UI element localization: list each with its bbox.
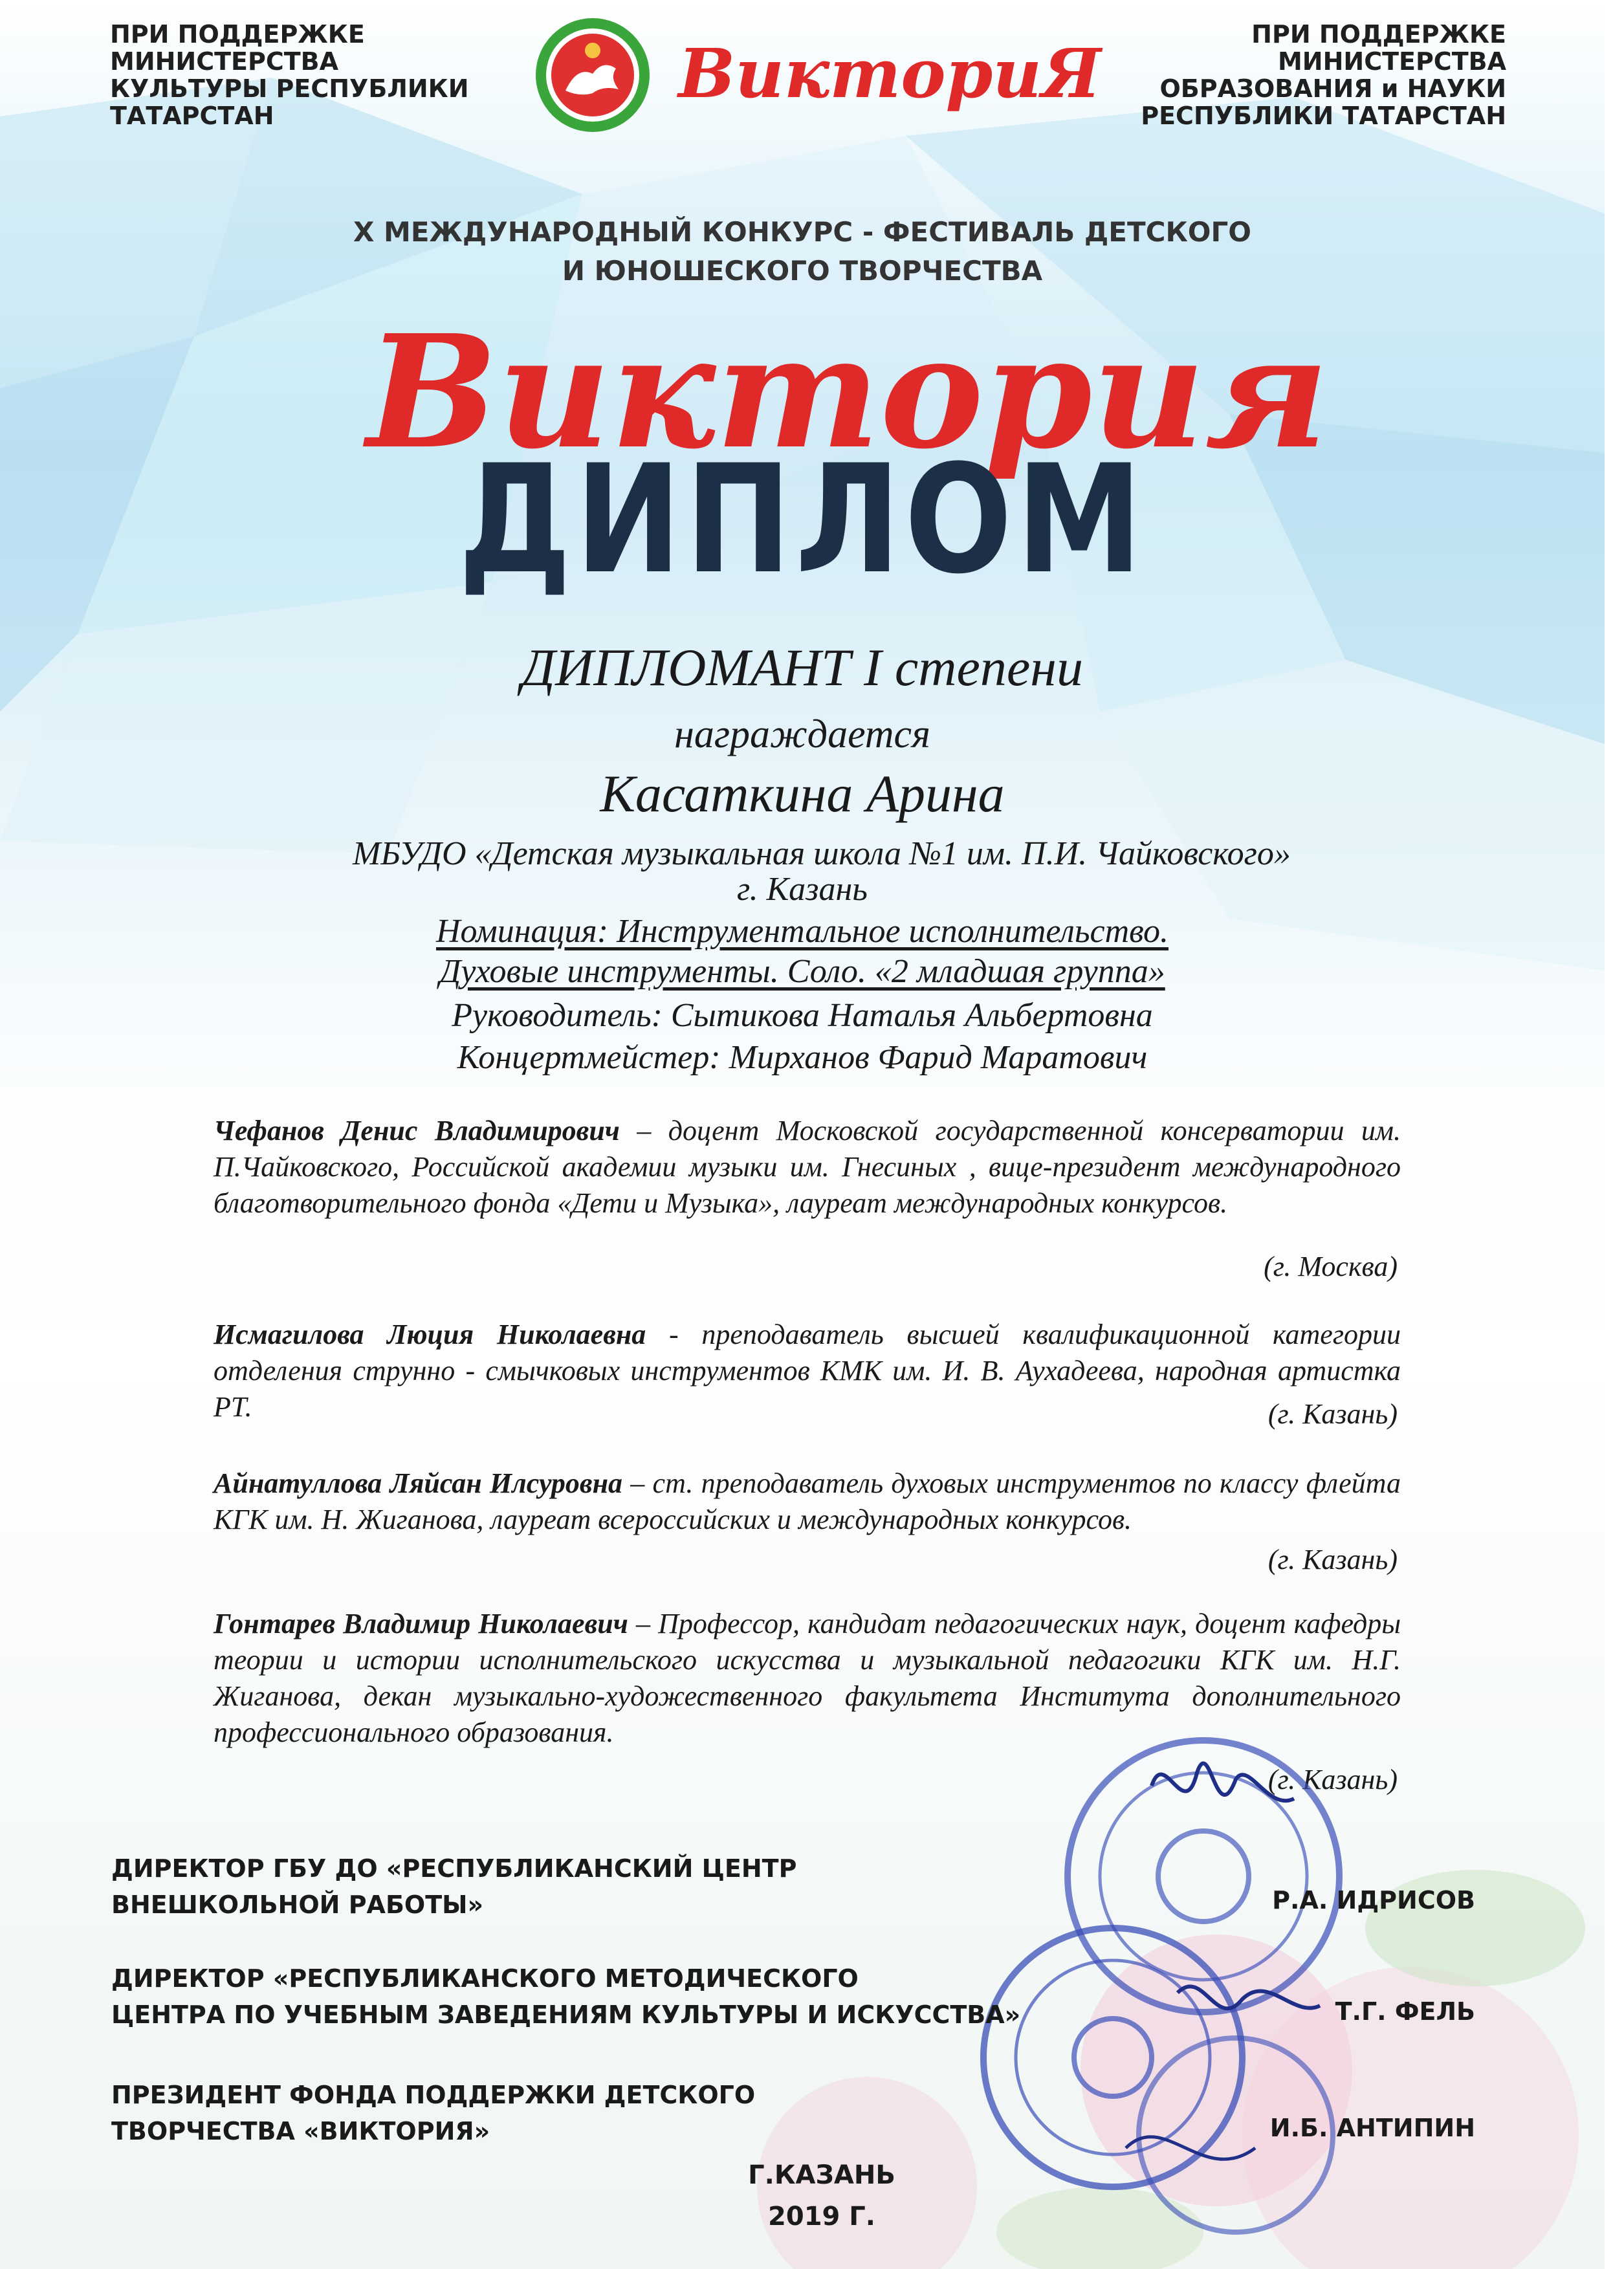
jury-member-name: Айнатуллова Ляйсан Илсуровна <box>214 1467 622 1499</box>
victoria-logo-small <box>678 19 1101 129</box>
jury-member-2 <box>214 1317 1401 1425</box>
award-degree: ДИПЛОМАНТ I степени <box>521 638 1083 697</box>
jury-member-name: Гонтарев Владимир Николаевич <box>214 1608 628 1639</box>
signer-1-name: Р.А. ИДРИСОВ <box>1272 1886 1475 1914</box>
teacher-line: Руководитель: Сытикова Наталья Альбертовна <box>452 997 1153 1034</box>
signer-2-name: Т.Г. ФЕЛЬ <box>1335 1997 1475 2026</box>
footer-year: 2019 Г. <box>768 2202 875 2231</box>
jury-member-name: Чефанов Денис Владимирович <box>214 1115 620 1146</box>
accompanist-line: Концертмейстер: Мирханов Фарид Маратович <box>457 1039 1148 1076</box>
jury-member-4-city: (г. Казань) <box>1267 1764 1398 1795</box>
jury-member-name: Исмагилова Люция Николаевна <box>214 1319 646 1350</box>
signature-block-1: ДИРЕКТОР ГБУ ДО «РЕСПУБЛИКАНСКИЙ ЦЕНТР ВНЕШКОЛЬНОЙ РАБОТЫ» <box>111 1854 797 1919</box>
nomination-line-1: Номинация: Инструментальное исполнительство. <box>435 913 1169 950</box>
recipient-school: МБУДО «Детская музыкальная школа №1 им. П.И. Чайковского» <box>353 835 1291 872</box>
festival-name-line-2: И ЮНОШЕСКОГО ТВОРЧЕСТВА <box>562 255 1043 287</box>
tatarstan-emblem-icon <box>532 14 653 136</box>
support-ministry-education: ПРИ ПОДДЕРЖКЕ МИНИСТЕРСТВА ОБРАЗОВАНИЯ и НАУКИ РЕСПУБЛИКИ ТАТАРСТАН <box>1141 20 1506 130</box>
festival-name-line-1: X МЕЖДУНАРОДНЫЙ КОНКУРС - ФЕСТИВАЛЬ ДЕТСКОГО <box>353 216 1251 248</box>
jury-member-description: – Профессор, кандидат педагогических наук, доцент кафедры теории и истории исполнительского искусства и музыкальной педагогики КГК им. Н.Г. Жиганова, декан музыкально-художественного факультета Института дополнительного профессионального образования. <box>214 1608 1401 1748</box>
recipient-name: Касаткина Арина <box>600 764 1005 823</box>
jury-member-1-city: (г. Москва) <box>1264 1251 1398 1282</box>
jury-member-description: – доцент Московской государственной консерватории им. П.Чайковского, Российской академии музыки им. Гнесиных , вице-президент международного благотворительного фонда «Дети и Музыка», лауреат международных конкурсов. <box>214 1115 1401 1219</box>
nomination-line-2: Духовые инструменты. Соло. «2 младшая группа» <box>439 953 1165 990</box>
jury-member-3 <box>214 1465 1401 1538</box>
svg-text:ВикториЯ: ВикториЯ <box>678 34 1101 113</box>
jury-member-description: – ст. преподаватель духовых инструментов по классу флейта КГК им. Н. Жиганова, лауреат всероссийских и международных конкурсов. <box>214 1467 1401 1535</box>
jury-member-description: - преподаватель высшей квалификационной категории отделения струнно - смычковых инструментов КМК им. И. В. Аухадеева, народная артистка РТ. <box>214 1319 1401 1423</box>
footer-city: Г.КАЗАНЬ <box>748 2160 895 2190</box>
svg-text:Виктория: Виктория <box>366 301 1329 483</box>
signer-3-name: И.Б. АНТИПИН <box>1269 2114 1475 2142</box>
document-title: ДИПЛОМ <box>458 433 1147 608</box>
signature-block-2: ДИРЕКТОР «РЕСПУБЛИКАНСКОГО МЕТОДИЧЕСКОГО ЦЕНТРА ПО УЧЕБНЫМ ЗАВЕДЕНИЯМ КУЛЬТУРЫ И ИСКУССТВА» <box>111 1964 1021 2029</box>
signature-block-3: ПРЕЗИДЕНТ ФОНДА ПОДДЕРЖКИ ДЕТСКОГО ТВОРЧЕСТВА «ВИКТОРИЯ» <box>111 2081 756 2145</box>
recipient-city: г. Казань <box>737 871 868 908</box>
footer-place <box>705 2154 938 2237</box>
awarded-label: награждается <box>674 712 930 756</box>
support-ministry-culture: ПРИ ПОДДЕРЖКЕ МИНИСТЕРСТВА КУЛЬТУРЫ РЕСПУБЛИКИ ТАТАРСТАН <box>110 20 469 130</box>
jury-member-3-city: (г. Казань) <box>1267 1544 1398 1575</box>
jury-member-1 <box>214 1113 1401 1222</box>
jury-member-2-city: (г. Казань) <box>1267 1398 1398 1430</box>
